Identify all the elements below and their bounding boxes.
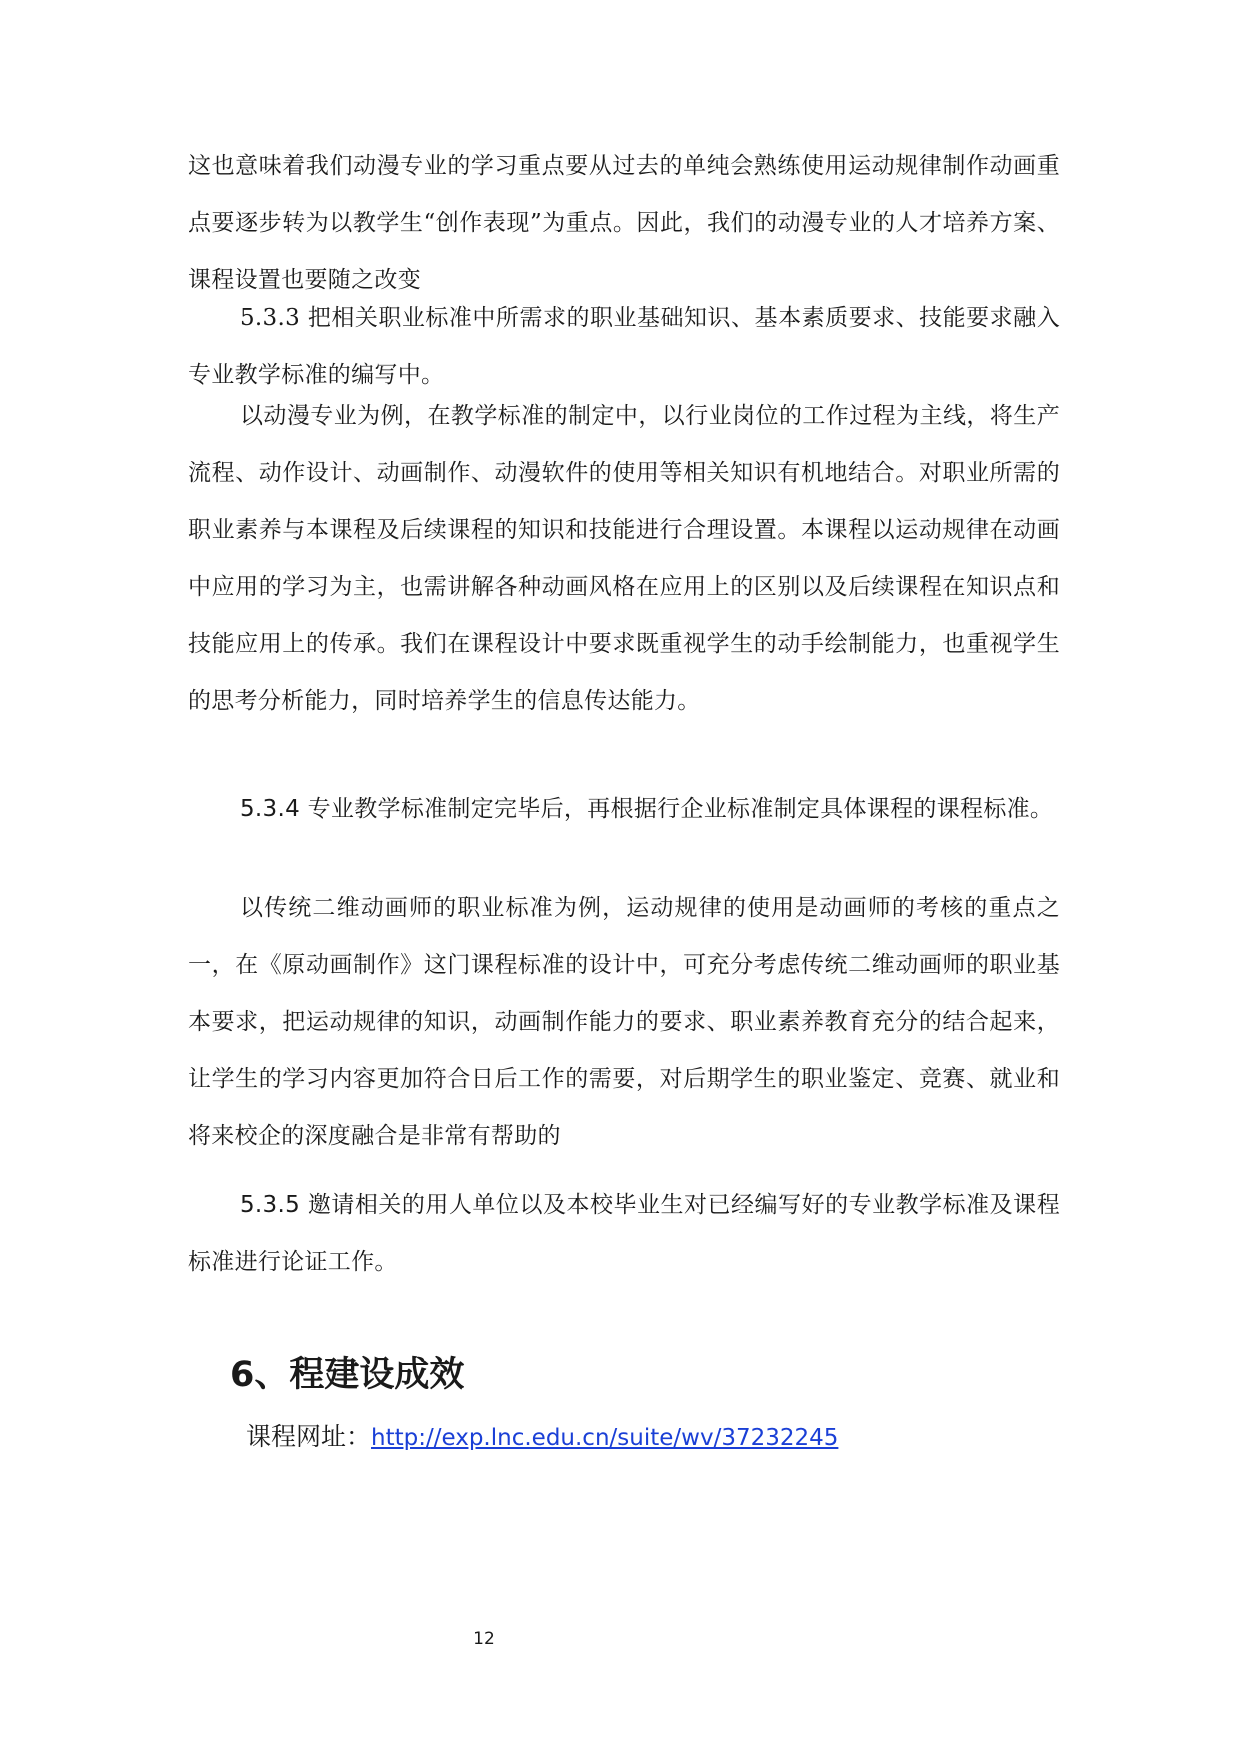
paragraph-2d-animator-example: 以传统二维动画师的职业标准为例，运动规律的使用是动画师的考核的重点之一，在《原动画制作》这门课程标准的设计中，可充分考虑传统二维动画师的职业基本要求，把运动规律的知识，动画制作能力的要求、职业素养教育充分的结合起来，让学生的学习内容更加符合日后工作的需要，对后期学生的职业鉴定、竞赛、就业和将来校企的深度融合是非常有帮助的 <box>188 895 1060 1149</box>
course-url-label: 课程网址： <box>246 1422 372 1451</box>
subsection-5-3-5: 5.3.5 邀请相关的用人单位以及本校毕业生对已经编写好的专业教学标准及课程标准进行论证工作。 <box>188 1192 1060 1275</box>
section-heading: 6、程建设成效 <box>230 1355 465 1395</box>
page-number: 12 <box>473 1629 495 1649</box>
paragraph-continuation: 这也意味着我们动漫专业的学习重点要从过去的单纯会熟练使用运动规律制作动画重点要逐步转为以教学生“创作表现”为重点。因此，我们的动漫专业的人才培养方案、课程设置也要随之改变 <box>188 153 1060 293</box>
subsection-5-3-3: 5.3.3 把相关职业标准中所需求的职业基础知识、基本素质要求、技能要求融入专业教学标准的编写中。 <box>188 305 1060 388</box>
course-url-line <box>246 1417 838 1458</box>
course-url-link[interactable]: http://exp.lnc.edu.cn/suite/wv/37232245 <box>371 1425 839 1451</box>
paragraph-animation-example: 以动漫专业为例，在教学标准的制定中，以行业岗位的工作过程为主线，将生产流程、动作设计、动画制作、动漫软件的使用等相关知识有机地结合。对职业所需的职业素养与本课程及后续课程的知识和技能进行合理设置。本课程以运动规律在动画中应用的学习为主，也需讲解各种动画风格在应用上的区别以及后续课程在知识点和技能应用上的传承。我们在课程设计中要求既重视学生的动手绘制能力，也重视学生的思考分析能力，同时培养学生的信息传达能力。 <box>188 403 1060 714</box>
subsection-5-3-4: 5.3.4 专业教学标准制定完毕后，再根据行企业标准制定具体课程的课程标准。 <box>240 796 1054 822</box>
